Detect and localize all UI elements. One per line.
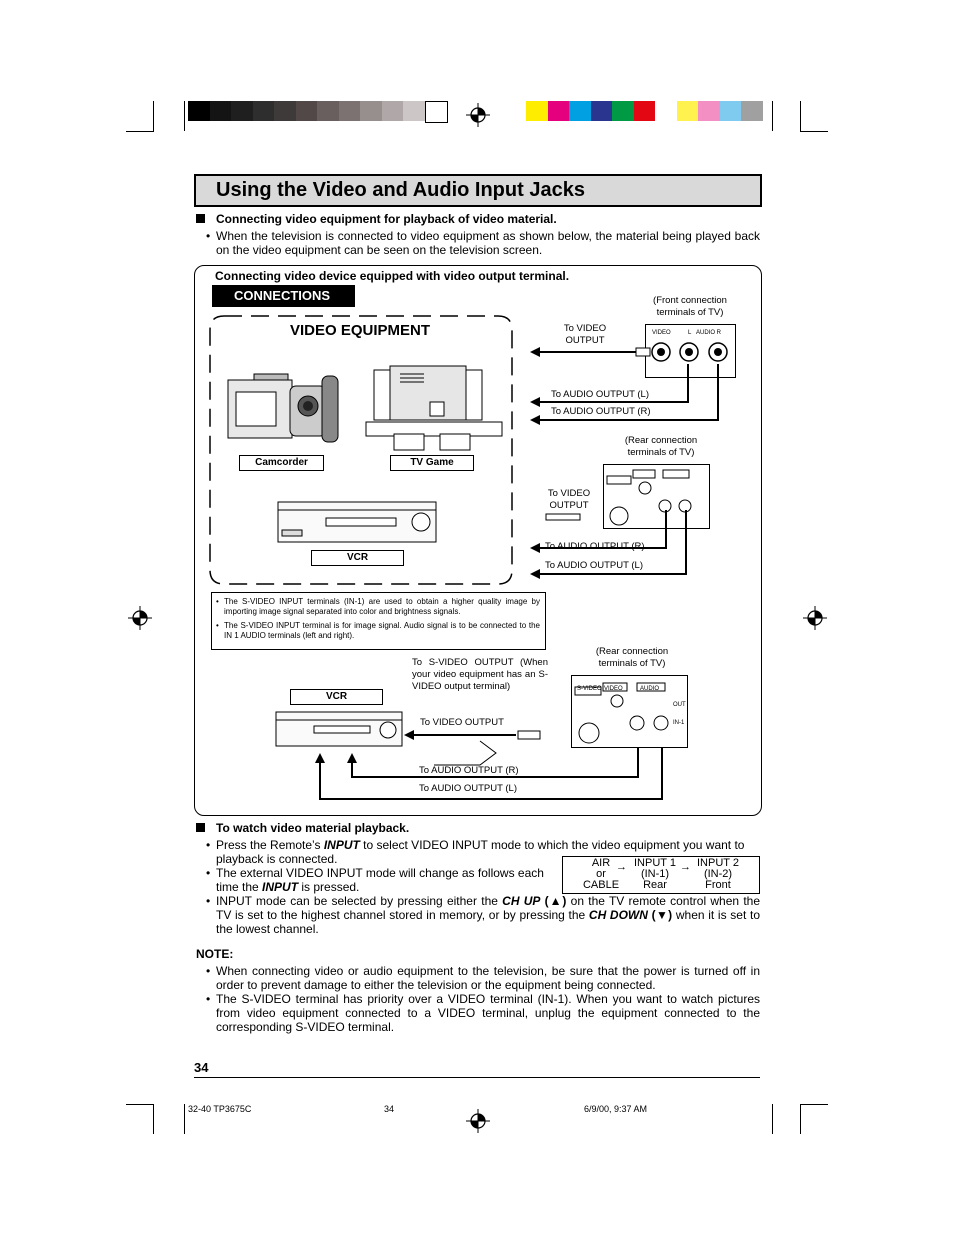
text: (IN-1) — [640, 868, 670, 880]
bullet-dot: • — [206, 838, 211, 852]
text: INPUT mode can be selected by pressing either the — [216, 894, 503, 908]
footer-rule — [194, 1077, 760, 1078]
arrow-right-icon: → — [680, 861, 691, 873]
page-title: Using the Video and Audio Input Jacks — [216, 179, 585, 201]
text: or — [596, 868, 606, 880]
to-video-output-label-1: To VIDEO OUTPUT — [563, 323, 607, 346]
gray-swatch — [188, 101, 210, 121]
flow-step-3 — [694, 858, 742, 891]
section2-bullet-3 — [216, 894, 760, 936]
page-title-bar — [194, 174, 762, 207]
text: is pressed. — [298, 880, 360, 894]
video-equipment-label: VIDEO EQUIPMENT — [290, 322, 431, 339]
input-key-label: INPUT — [262, 880, 299, 894]
color-swatch — [741, 101, 763, 121]
vcr2-label: VCR — [290, 689, 383, 705]
color-swatch — [698, 101, 720, 121]
section1-heading: Connecting video equipment for playback of video material. — [216, 212, 557, 226]
note-heading: NOTE: — [196, 947, 234, 961]
camcorder-icon — [224, 370, 344, 450]
note-item-1: When connecting video or audio equipment to the television, be sure that the power is turned off in order to prevent damage to either the television or the equipment being connected. — [216, 964, 760, 992]
connections-tab — [212, 285, 355, 307]
connections-label: CONNECTIONS — [234, 288, 331, 303]
footer-center: 34 — [384, 1104, 395, 1114]
text: Front — [705, 879, 731, 891]
ch-up-key-label: CH UP — [502, 894, 541, 908]
to-video-output-label-3: To VIDEO OUTPUT — [420, 717, 504, 728]
color-swatch — [591, 101, 613, 121]
registration-mark-icon — [803, 606, 827, 630]
bullet-dot: • — [206, 866, 211, 880]
section2-heading: To watch video material playback. — [216, 821, 410, 835]
vcr-icon — [276, 496, 440, 546]
gray-swatch — [274, 101, 296, 121]
flow-step-2 — [631, 858, 679, 891]
color-swatch — [548, 101, 570, 121]
note-item-2: The S-VIDEO terminal has priority over a VIDEO terminal (IN-1). When you want to watch pictures from video equipment connected to a VIDEO terminal, unplug the equipment connected to the corresponding S-VIDEO terminal. — [216, 992, 760, 1034]
square-bullet-icon — [196, 214, 205, 223]
text: Press the Remote’s — [216, 838, 324, 852]
bullet-dot: • — [206, 229, 211, 243]
to-audio-output-l-label-2: To AUDIO OUTPUT (L) — [545, 560, 644, 571]
rear-terminals-label-2: (Rear connection terminals of TV) — [595, 646, 669, 669]
bullet-dot: • — [216, 621, 219, 630]
gray-swatch — [210, 101, 232, 121]
to-video-output-label-2: To VIDEO OUTPUT — [547, 488, 591, 511]
gray-swatch — [317, 101, 339, 121]
color-swatch — [526, 101, 548, 121]
gray-swatch — [296, 101, 318, 121]
page-number: 34 — [194, 1060, 209, 1075]
section2-bullet-2 — [216, 866, 556, 894]
rear-terminals-label-1: (Rear connection terminals of TV) — [624, 435, 698, 458]
text: (IN-2) — [703, 868, 733, 880]
gray-swatch — [403, 101, 425, 121]
vcr-label: VCR — [311, 550, 404, 566]
gray-swatch — [425, 101, 449, 123]
jack-svideo-label: S-VIDEO — [577, 686, 602, 692]
gray-swatch — [253, 101, 275, 121]
text: AIR — [591, 857, 611, 869]
arrow-right-icon: → — [616, 861, 627, 873]
svideo-note-box — [211, 592, 546, 650]
jack-video-label: VIDEO — [652, 330, 671, 336]
svideo-note-2: The S-VIDEO INPUT terminal is for image signal. Audio signal is to be connected to the IN 1 AUDIO terminals (left and right). — [224, 621, 540, 640]
to-audio-output-r-label-1: To AUDIO OUTPUT (R) — [551, 406, 651, 417]
square-bullet-icon — [196, 823, 205, 832]
color-swatch — [720, 101, 742, 121]
jack-in1-label: IN-1 — [673, 720, 685, 726]
text: CABLE — [582, 879, 620, 891]
up-triangle-icon: (▲) — [540, 894, 567, 908]
tv-game-label: TV Game — [390, 455, 474, 471]
text: on the TV remote control when the TV is set to the highest channel stored in memory, or by pressing the — [216, 894, 761, 922]
color-swatch — [634, 101, 656, 121]
to-audio-output-r-label-2: To AUDIO OUTPUT (R) — [545, 541, 645, 552]
jack-audio-label: AUDIO — [640, 686, 660, 692]
registration-mark-icon — [466, 103, 490, 127]
registration-mark-icon — [128, 606, 152, 630]
diagram-caption: Connecting video device equipped with video output terminal. — [215, 269, 570, 283]
bullet-dot: • — [206, 894, 211, 908]
text: INPUT 2 — [697, 857, 739, 869]
section1-text: When the television is connected to video equipment as shown below, the material being played back on the video equipment can be seen on the television screen. — [216, 229, 760, 257]
text: Rear — [643, 879, 667, 891]
color-swatch — [569, 101, 591, 121]
down-triangle-icon: (▼) — [647, 908, 673, 922]
bullet-dot: • — [206, 964, 211, 978]
color-swatch — [612, 101, 634, 121]
gray-swatch — [231, 101, 253, 121]
text: when it is set to the lowest channel. — [216, 908, 760, 936]
camcorder-label: Camcorder — [239, 455, 324, 471]
bullet-dot: • — [216, 597, 219, 606]
jack-video-label-2: VIDEO — [604, 686, 623, 692]
footer-left: 32-40 TP3675C — [188, 1104, 252, 1114]
gray-swatch — [360, 101, 382, 121]
bullet-dot: • — [206, 992, 211, 1006]
svideo-note-1: The S-VIDEO INPUT terminals (IN-1) are used to obtain a higher quality image by importing image signal separated into color and brightness signals. — [224, 597, 540, 616]
color-swatch — [655, 101, 677, 121]
gray-swatch — [339, 101, 361, 121]
ch-down-key-label: CH DOWN — [588, 908, 648, 922]
front-terminals-label: (Front connection terminals of TV) — [653, 295, 727, 318]
to-audio-output-l-label-1: To AUDIO OUTPUT (L) — [551, 389, 650, 400]
color-swatch — [677, 101, 699, 121]
tv-game-icon — [364, 362, 504, 454]
gray-swatch — [382, 101, 404, 121]
jack-out-label: OUT — [673, 702, 686, 708]
registration-mark-icon — [466, 1109, 490, 1133]
to-svideo-output-label: To S-VIDEO OUTPUT (When your video equipment has an S-VIDEO output terminal) — [412, 657, 548, 692]
text: to select VIDEO INPUT mode to which the video equipment you want to playback is connected. — [216, 838, 745, 866]
jack-l-label: L — [688, 330, 692, 336]
input-key-label: INPUT — [323, 838, 360, 852]
text: INPUT 1 — [634, 857, 676, 869]
footer-right: 6/9/00, 9:37 AM — [584, 1104, 648, 1114]
input-mode-flow — [562, 856, 760, 894]
to-audio-output-l-label-3: To AUDIO OUTPUT (L) — [419, 783, 518, 794]
to-audio-output-r-label-3: To AUDIO OUTPUT (R) — [419, 765, 519, 776]
text: The external VIDEO INPUT mode will change as follows each time the — [216, 866, 544, 894]
jack-audio-r-label: AUDIO R — [696, 330, 722, 336]
